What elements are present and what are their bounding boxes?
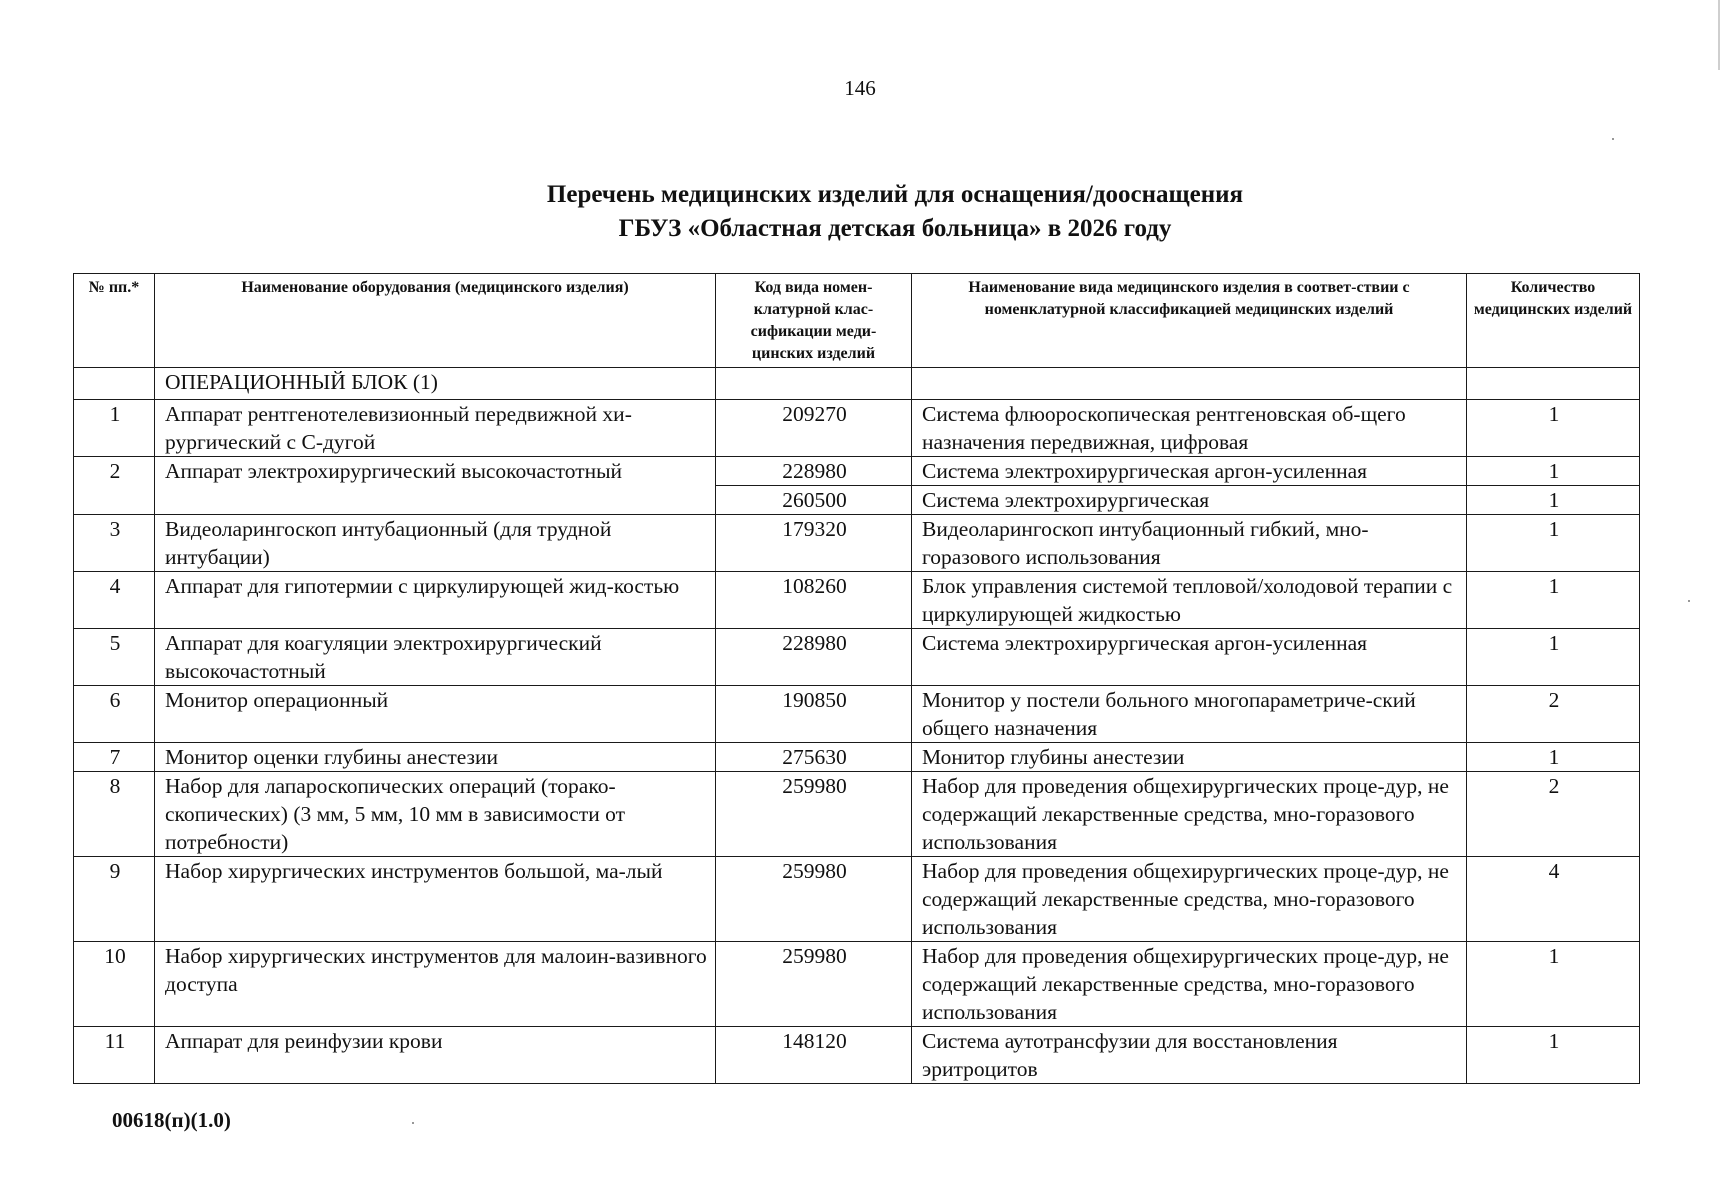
table-row [74, 1027, 1640, 1084]
title-line-1: Перечень медицинских изделий для оснащения/дооснащения [546, 181, 1244, 208]
row-code: 108260 [716, 572, 912, 629]
row-code: 228980 [716, 629, 912, 686]
document-code: 00618(п)(1.0) [112, 1108, 231, 1132]
table-row [74, 857, 1640, 942]
row-qty: 1 [1467, 572, 1640, 629]
section-kind-cell [912, 368, 1467, 400]
row-num: 10 [74, 942, 155, 1027]
section-num-cell [74, 368, 155, 400]
table-header-row [74, 274, 1640, 368]
header-code: Код вида номен-клатурной клас-сификации меди-цинских изделий [716, 274, 912, 368]
section-row [74, 368, 1640, 400]
table-row [74, 400, 1640, 457]
scan-speck [1688, 600, 1690, 602]
section-title: ОПЕРАЦИОННЫЙ БЛОК (1) [155, 368, 716, 400]
row-num: 4 [74, 572, 155, 629]
row-code: 190850 [716, 686, 912, 743]
row-num: 1 [74, 400, 155, 457]
row-num: 6 [74, 686, 155, 743]
row-num: 11 [74, 1027, 155, 1084]
row-qty: 1 [1467, 400, 1640, 457]
table-row [74, 572, 1640, 629]
section-qty-cell [1467, 368, 1640, 400]
row-kind: Набор для проведения общехирургических проце-дур, не содержащий лекарственные средства, мно-горазового использования [912, 772, 1467, 857]
row-code: 260500 [716, 486, 912, 515]
row-name: Аппарат для гипотермии с циркулирующей жид-костью [155, 572, 716, 629]
row-num: 5 [74, 629, 155, 686]
row-name: Видеоларингоскоп интубационный (для трудной интубации) [155, 515, 716, 572]
row-qty: 2 [1467, 686, 1640, 743]
table-row [74, 629, 1640, 686]
row-num: 7 [74, 743, 155, 772]
row-qty: 1 [1467, 486, 1640, 515]
table-row [74, 457, 1640, 486]
row-num: 8 [74, 772, 155, 857]
page-number: 146 [844, 76, 876, 100]
title-line-2: ГБУЗ «Областная детская больница» в 2026 году [618, 215, 1172, 242]
row-kind: Система аутотрансфузии для восстановления эритроцитов [912, 1027, 1467, 1084]
row-kind: Набор для проведения общехирургических проце-дур, не содержащий лекарственные средства, мно-горазового использования [912, 857, 1467, 942]
row-qty: 2 [1467, 772, 1640, 857]
row-num: 3 [74, 515, 155, 572]
header-qty: Количество медицинских изделий [1467, 274, 1640, 368]
section-code-cell [716, 368, 912, 400]
row-qty: 1 [1467, 942, 1640, 1027]
row-code: 259980 [716, 772, 912, 857]
row-name: Набор хирургических инструментов для малоин-вазивного доступа [155, 942, 716, 1027]
header-kind: Наименование вида медицинского изделия в соответ-ствии с номенклатурной классификацией медицинских изделий [912, 274, 1467, 368]
header-num: № пп.* [74, 274, 155, 368]
row-num: 9 [74, 857, 155, 942]
row-kind: Система электрохирургическая [912, 486, 1467, 515]
row-code: 209270 [716, 400, 912, 457]
table-row [74, 772, 1640, 857]
row-code: 148120 [716, 1027, 912, 1084]
row-kind: Монитор у постели больного многопараметриче-ский общего назначения [912, 686, 1467, 743]
table-row [74, 743, 1640, 772]
row-name: Набор хирургических инструментов большой, ма-лый [155, 857, 716, 942]
table-row [74, 515, 1640, 572]
row-kind: Система электрохирургическая аргон-усиленная [912, 457, 1467, 486]
row-kind: Система электрохирургическая аргон-усиленная [912, 629, 1467, 686]
row-name: Аппарат для коагуляции электрохирургический высокочастотный [155, 629, 716, 686]
row-kind: Набор для проведения общехирургических проце-дур, не содержащий лекарственные средства, мно-горазового использования [912, 942, 1467, 1027]
row-qty: 4 [1467, 857, 1640, 942]
row-name: Монитор оценки глубины анестезии [155, 743, 716, 772]
row-qty: 1 [1467, 629, 1640, 686]
table-row [74, 942, 1640, 1027]
row-name: Аппарат для реинфузии крови [155, 1027, 716, 1084]
row-code: 228980 [716, 457, 912, 486]
row-kind: Монитор глубины анестезии [912, 743, 1467, 772]
row-qty: 1 [1467, 1027, 1640, 1084]
header-name: Наименование оборудования (медицинского изделия) [155, 274, 716, 368]
row-code: 179320 [716, 515, 912, 572]
row-kind: Видеоларингоскоп интубационный гибкий, мно-горазового использования [912, 515, 1467, 572]
row-qty: 1 [1467, 457, 1640, 486]
row-kind: Блок управления системой тепловой/холодовой терапии с циркулирующей жидкостью [912, 572, 1467, 629]
scan-speck [1612, 138, 1614, 140]
row-code: 259980 [716, 857, 912, 942]
row-qty: 1 [1467, 515, 1640, 572]
document-title [0, 178, 1720, 246]
row-name: Набор для лапароскопических операций (торако-скопических) (3 мм, 5 мм, 10 мм в зависимости от потребности) [155, 772, 716, 857]
row-num: 2 [74, 457, 155, 515]
row-code: 275630 [716, 743, 912, 772]
scan-speck [412, 1122, 414, 1124]
equipment-table [73, 273, 1640, 1084]
row-code: 259980 [716, 942, 912, 1027]
table-row [74, 686, 1640, 743]
row-kind: Система флюороскопическая рентгеновская об-щего назначения передвижная, цифровая [912, 400, 1467, 457]
row-name: Монитор операционный [155, 686, 716, 743]
row-name: Аппарат рентгенотелевизионный передвижной хи-рургический с С-дугой [155, 400, 716, 457]
row-qty: 1 [1467, 743, 1640, 772]
row-name: Аппарат электрохирургический высокочастотный [155, 457, 716, 515]
